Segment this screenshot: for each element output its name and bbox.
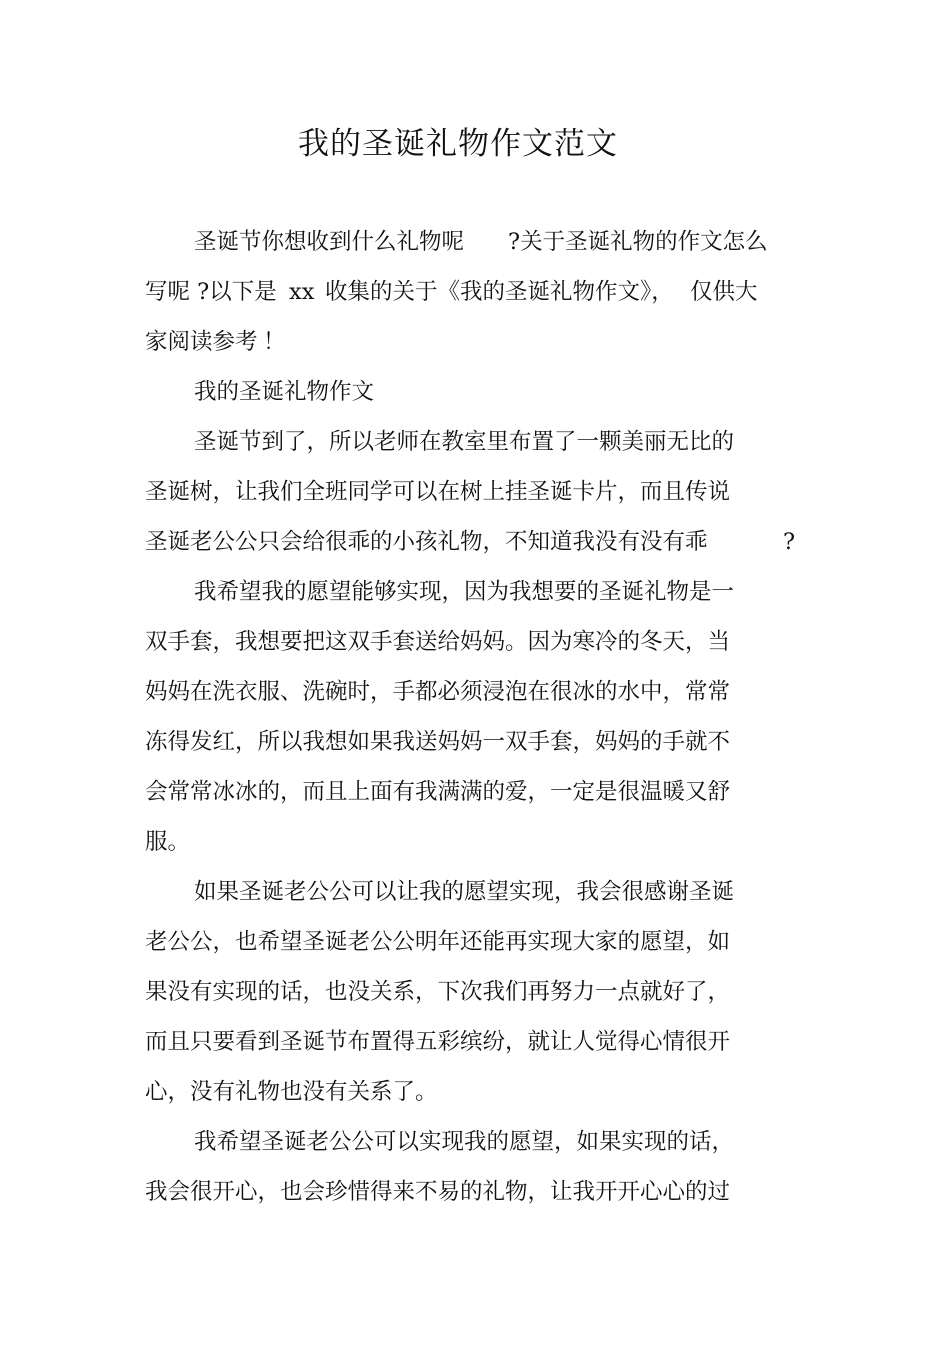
text-line: 心，没有礼物也没有关系了。 [145, 1079, 438, 1105]
text-line: 双手套，我想要把这双手套送给妈妈。因为寒冷的冬天，当 [145, 629, 731, 655]
text-segment: ? [783, 529, 796, 555]
text-line: 圣诞节到了，所以老师在教室里布置了一颗美丽无比的 [194, 429, 735, 455]
text-line: 老公公，也希望圣诞老公公明年还能再实现大家的愿望，如 [145, 929, 731, 955]
text-line: 会常常冰冰的，而且上面有我满满的爱，一定是很温暖又舒 [145, 779, 731, 805]
text-line: 而且只要看到圣诞节布置得五彩缤纷，就让人觉得心情很开 [145, 1029, 731, 1055]
text-line: 我希望圣诞老公公可以实现我的愿望，如果实现的话， [194, 1129, 735, 1155]
text-line: 我希望我的愿望能够实现，因为我想要的圣诞礼物是一 [194, 579, 735, 605]
text-segment: 圣诞老公公只会给很乖的小孩礼物，不知道我没有没有乖 [145, 529, 708, 555]
document-title: 我的圣诞礼物作文范文 [298, 126, 618, 162]
text-line: 果没有实现的话，也没关系，下次我们再努力一点就好了， [145, 979, 731, 1005]
text-line: 圣诞树，让我们全班同学可以在树上挂圣诞卡片，而且传说 [145, 479, 731, 505]
text-segment: ！ [263, 329, 286, 355]
text-segment: 圣诞节你想收到什么礼物呢 [194, 229, 465, 255]
text-segment: 收集的关于《我的圣诞礼物作文》， [325, 279, 674, 305]
text-segment: ?关于圣诞礼物的作文怎么 [508, 229, 768, 255]
text-segment: 家阅读参考 [145, 329, 258, 355]
text-line: 我会很开心，也会珍惜得来不易的礼物，让我开开心心的过 [145, 1179, 731, 1205]
text-line: 服。 [145, 829, 191, 855]
text-line: 冻得发红，所以我想如果我送妈妈一双手套，妈妈的手就不 [145, 729, 731, 755]
section-heading: 我的圣诞礼物作文 [194, 379, 375, 405]
text-segment: 写呢 ?以下是 [145, 279, 277, 305]
text-segment: 仅供大 [690, 279, 758, 305]
text-segment: xx [289, 279, 315, 305]
text-line: 如果圣诞老公公可以让我的愿望实现，我会很感谢圣诞 [194, 879, 735, 905]
text-line: 妈妈在洗衣服、洗碗时，手都必须浸泡在很冰的水中，常常 [145, 679, 731, 705]
